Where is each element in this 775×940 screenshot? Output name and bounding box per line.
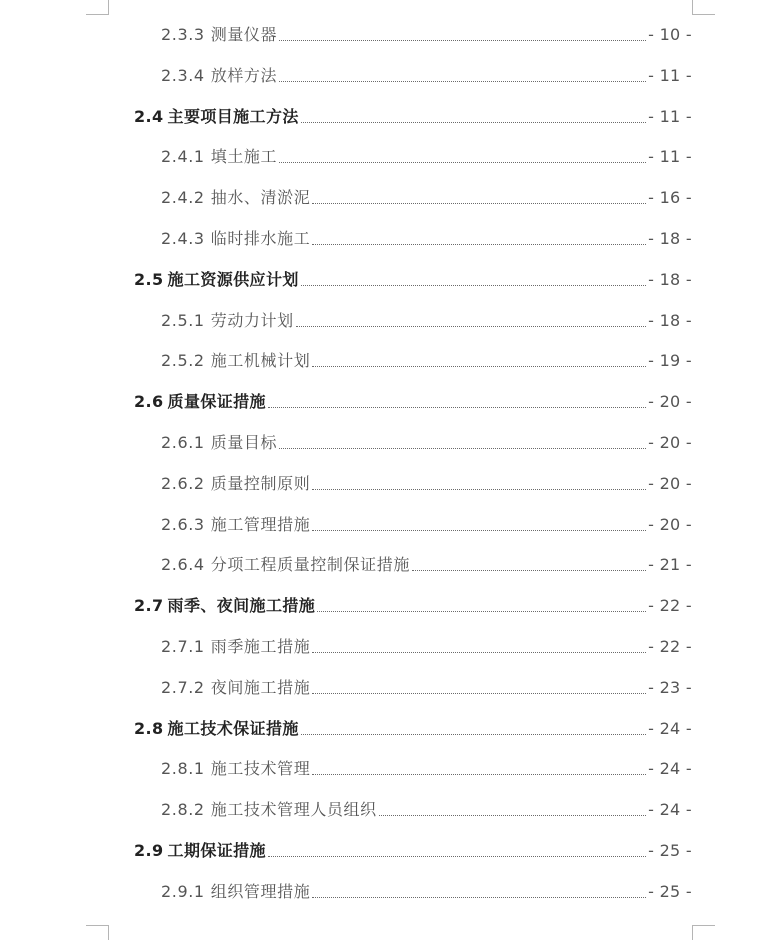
- toc-dot-leader: [317, 611, 646, 612]
- toc-entry-title: 填土施工: [210, 147, 278, 167]
- toc-entry[interactable]: [161, 881, 692, 903]
- toc-entry-title: 质量保证措施: [167, 392, 266, 412]
- toc-entry[interactable]: [161, 677, 692, 699]
- toc-entry-title: 主要项目施工方法: [167, 106, 299, 126]
- toc-entry[interactable]: [161, 146, 692, 168]
- toc-dot-leader: [312, 203, 646, 204]
- toc-entry-title: 施工机械计划: [210, 351, 311, 371]
- toc-entry[interactable]: [134, 391, 692, 413]
- toc-entry-page-number: - 23 -: [648, 677, 692, 697]
- toc-entry-number: 2.4.3: [161, 229, 205, 248]
- toc-entry-title: 质量目标: [210, 433, 278, 452]
- toc-entry-number: 2.7.2: [161, 677, 205, 697]
- toc-dot-leader: [312, 366, 646, 367]
- toc-entry-page-number: - 24 -: [648, 718, 692, 738]
- toc-entry-number: 2.7: [134, 596, 164, 616]
- crop-mark-top-right: [692, 0, 715, 15]
- toc-entry-page-number: - 25 -: [648, 881, 692, 901]
- toc-entry-page-number: - 20 -: [648, 514, 692, 534]
- toc-dot-leader: [279, 162, 646, 163]
- toc-entry[interactable]: [161, 310, 692, 332]
- toc-entry-number: 2.6.2: [161, 473, 205, 493]
- toc-dot-leader: [312, 774, 646, 775]
- toc-entry-number: 2.6.1: [161, 433, 205, 452]
- toc-dot-leader: [279, 448, 646, 449]
- toc-entry-title: 施工技术管理人员组织: [210, 800, 377, 820]
- toc-entry-page-number: - 24 -: [648, 800, 692, 820]
- toc-entry[interactable]: [134, 718, 692, 740]
- toc-entry-page-number: - 11 -: [648, 65, 692, 85]
- toc-entry-number: 2.9: [134, 841, 164, 860]
- toc-entry-number: 2.4.1: [161, 147, 205, 167]
- toc-entry-title: 抽水、清淤泥: [210, 188, 311, 208]
- toc-entry-page-number: - 10 -: [648, 25, 692, 44]
- toc-entry[interactable]: [161, 350, 692, 372]
- toc-dot-leader: [312, 530, 646, 531]
- toc-entry-number: 2.5.2: [161, 351, 205, 371]
- toc-entry[interactable]: [161, 473, 692, 495]
- toc-entry-page-number: - 22 -: [648, 596, 692, 616]
- toc-entry-number: 2.4: [134, 106, 164, 126]
- toc-entry-title: 放样方法: [210, 65, 278, 85]
- toc-entry-page-number: - 20 -: [648, 433, 692, 452]
- toc-dot-leader: [312, 897, 646, 898]
- toc-entry-number: 2.3.3: [161, 25, 205, 44]
- toc-entry-page-number: - 16 -: [648, 188, 692, 208]
- toc-entry-number: 2.8: [134, 718, 164, 738]
- toc-dot-leader: [412, 570, 646, 571]
- toc-entry[interactable]: [161, 799, 692, 821]
- toc-entry[interactable]: [161, 24, 692, 46]
- toc-entry[interactable]: [161, 554, 692, 576]
- toc-dot-leader: [301, 734, 646, 735]
- toc-entry-number: 2.6: [134, 392, 164, 412]
- toc-dot-leader: [268, 407, 646, 408]
- toc-entry[interactable]: [134, 269, 692, 291]
- toc-entry-page-number: - 22 -: [648, 637, 692, 656]
- toc-entry-number: 2.4.2: [161, 188, 205, 208]
- toc-entry-number: 2.6.3: [161, 514, 205, 534]
- toc-entry[interactable]: [134, 840, 692, 862]
- toc-entry-title: 施工管理措施: [210, 514, 311, 534]
- crop-mark-top-left: [86, 0, 109, 15]
- toc-entry[interactable]: [161, 514, 692, 536]
- toc-dot-leader: [312, 244, 646, 245]
- toc-entry-number: 2.8.1: [161, 759, 205, 779]
- toc-dot-leader: [279, 81, 646, 82]
- toc-entry-title: 雨季、夜间施工措施: [167, 596, 316, 616]
- toc-dot-leader: [379, 815, 646, 816]
- toc-entry[interactable]: [161, 758, 692, 780]
- toc-dot-leader: [301, 122, 646, 123]
- toc-entry-title: 夜间施工措施: [210, 677, 311, 697]
- crop-mark-bottom-left: [86, 925, 109, 940]
- toc-entry-page-number: - 18 -: [648, 229, 692, 248]
- toc-entry-number: 2.5.1: [161, 310, 205, 330]
- toc-entry-title: 临时排水施工: [210, 229, 311, 248]
- toc-entry[interactable]: [161, 187, 692, 209]
- toc-dot-leader: [296, 326, 646, 327]
- toc-entry-title: 雨季施工措施: [210, 637, 311, 656]
- toc-entry-page-number: - 20 -: [648, 473, 692, 493]
- toc-entry-title: 施工技术管理: [210, 759, 311, 779]
- toc-dot-leader: [312, 652, 646, 653]
- toc-entry-title: 分项工程质量控制保证措施: [210, 555, 410, 575]
- toc-entry[interactable]: [134, 106, 692, 128]
- toc-entry-page-number: - 19 -: [648, 351, 692, 371]
- toc-entry-page-number: - 24 -: [648, 759, 692, 779]
- toc-entry[interactable]: [161, 65, 692, 87]
- toc-entry-page-number: - 18 -: [648, 310, 692, 330]
- toc-entry[interactable]: [161, 432, 692, 454]
- toc-entry-title: 组织管理措施: [210, 881, 311, 901]
- toc-entry-number: 2.5: [134, 269, 164, 289]
- toc-dot-leader: [312, 489, 646, 490]
- toc-entry-title: 劳动力计划: [210, 310, 294, 330]
- toc-entry-number: 2.6.4: [161, 555, 205, 575]
- toc-entry-title: 工期保证措施: [167, 841, 266, 860]
- toc-entry-number: 2.7.1: [161, 637, 205, 656]
- toc-entry-number: 2.8.2: [161, 800, 205, 820]
- toc-entry-page-number: - 18 -: [648, 269, 692, 289]
- toc-entry-title: 质量控制原则: [210, 473, 311, 493]
- crop-mark-bottom-right: [692, 925, 715, 940]
- toc-entry-page-number: - 25 -: [648, 841, 692, 860]
- toc-entry[interactable]: [161, 228, 692, 250]
- toc-entry[interactable]: [161, 636, 692, 658]
- toc-dot-leader: [312, 693, 646, 694]
- toc-entry-number: 2.3.4: [161, 65, 205, 85]
- toc-entry-title: 施工资源供应计划: [167, 269, 299, 289]
- toc-entry-title: 施工技术保证措施: [167, 718, 299, 738]
- toc-entry-number: 2.9.1: [161, 881, 205, 901]
- toc-entry-page-number: - 21 -: [648, 555, 692, 575]
- toc-entry[interactable]: [134, 595, 692, 617]
- toc-entry-page-number: - 20 -: [648, 392, 692, 412]
- toc-dot-leader: [301, 285, 646, 286]
- toc-dot-leader: [268, 856, 646, 857]
- toc-entry-page-number: - 11 -: [648, 147, 692, 167]
- toc-entry-title: 测量仪器: [210, 25, 278, 44]
- toc-dot-leader: [279, 40, 646, 41]
- toc-entry-page-number: - 11 -: [648, 106, 692, 126]
